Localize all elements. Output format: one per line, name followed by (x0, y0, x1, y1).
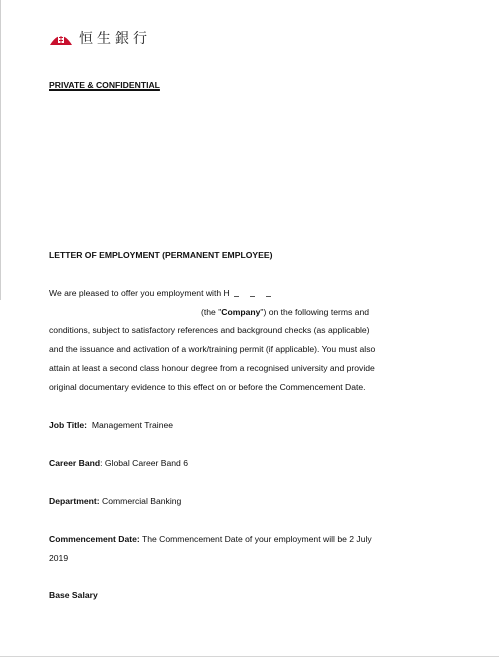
career-band-label: Career Band (49, 458, 101, 468)
department-value: Commercial Banking (102, 496, 182, 506)
base-salary-label: Base Salary (49, 590, 98, 600)
commencement-value: The Commencement Date of your employment will be 2 July (141, 534, 372, 544)
company-term: Company (221, 307, 261, 317)
intro-line-2-pre: (the " (201, 307, 222, 317)
page-left-edge (0, 0, 1, 300)
career-band-row (49, 458, 188, 469)
department-row (49, 496, 181, 507)
career-band-value: : Global Career Band 6 (100, 458, 189, 468)
intro-line-5: attain at least a second class honour degree from a recognised university and provide (49, 363, 375, 373)
confidential-label: PRIVATE & CONFIDENTIAL (49, 80, 160, 90)
page-bottom-edge (0, 656, 499, 657)
intro-line-2-post: ") on the following terms and (260, 307, 370, 317)
letter-title: LETTER OF EMPLOYMENT (PERMANENT EMPLOYEE) (49, 250, 273, 260)
department-label: Department: (49, 496, 100, 506)
commencement-label: Commencement Date: (49, 534, 140, 544)
commencement-row (49, 534, 372, 545)
letterhead-logo (49, 28, 151, 48)
job-title-row (49, 420, 173, 431)
intro-line-3: conditions, subject to satisfactory references and background checks (as applicable) (49, 325, 370, 335)
redaction-mark (230, 290, 278, 298)
intro-line-2 (201, 307, 369, 318)
intro-line-6: original documentary evidence to this effect on or before the Commencement Date. (49, 382, 366, 392)
job-title-value: Management Trainee (91, 420, 174, 430)
commencement-year: 2019 (49, 553, 69, 563)
hang-seng-bank-logo-icon (49, 30, 73, 46)
job-title-label: Job Title: (49, 420, 88, 430)
intro-line-1-text: We are pleased to offer you employment with H (49, 288, 230, 298)
bank-name-chinese: 恒生銀行 (79, 31, 151, 47)
intro-line-1 (49, 288, 278, 299)
intro-line-4: and the issuance and activation of a work/training permit (if applicable). You must also (49, 344, 376, 354)
